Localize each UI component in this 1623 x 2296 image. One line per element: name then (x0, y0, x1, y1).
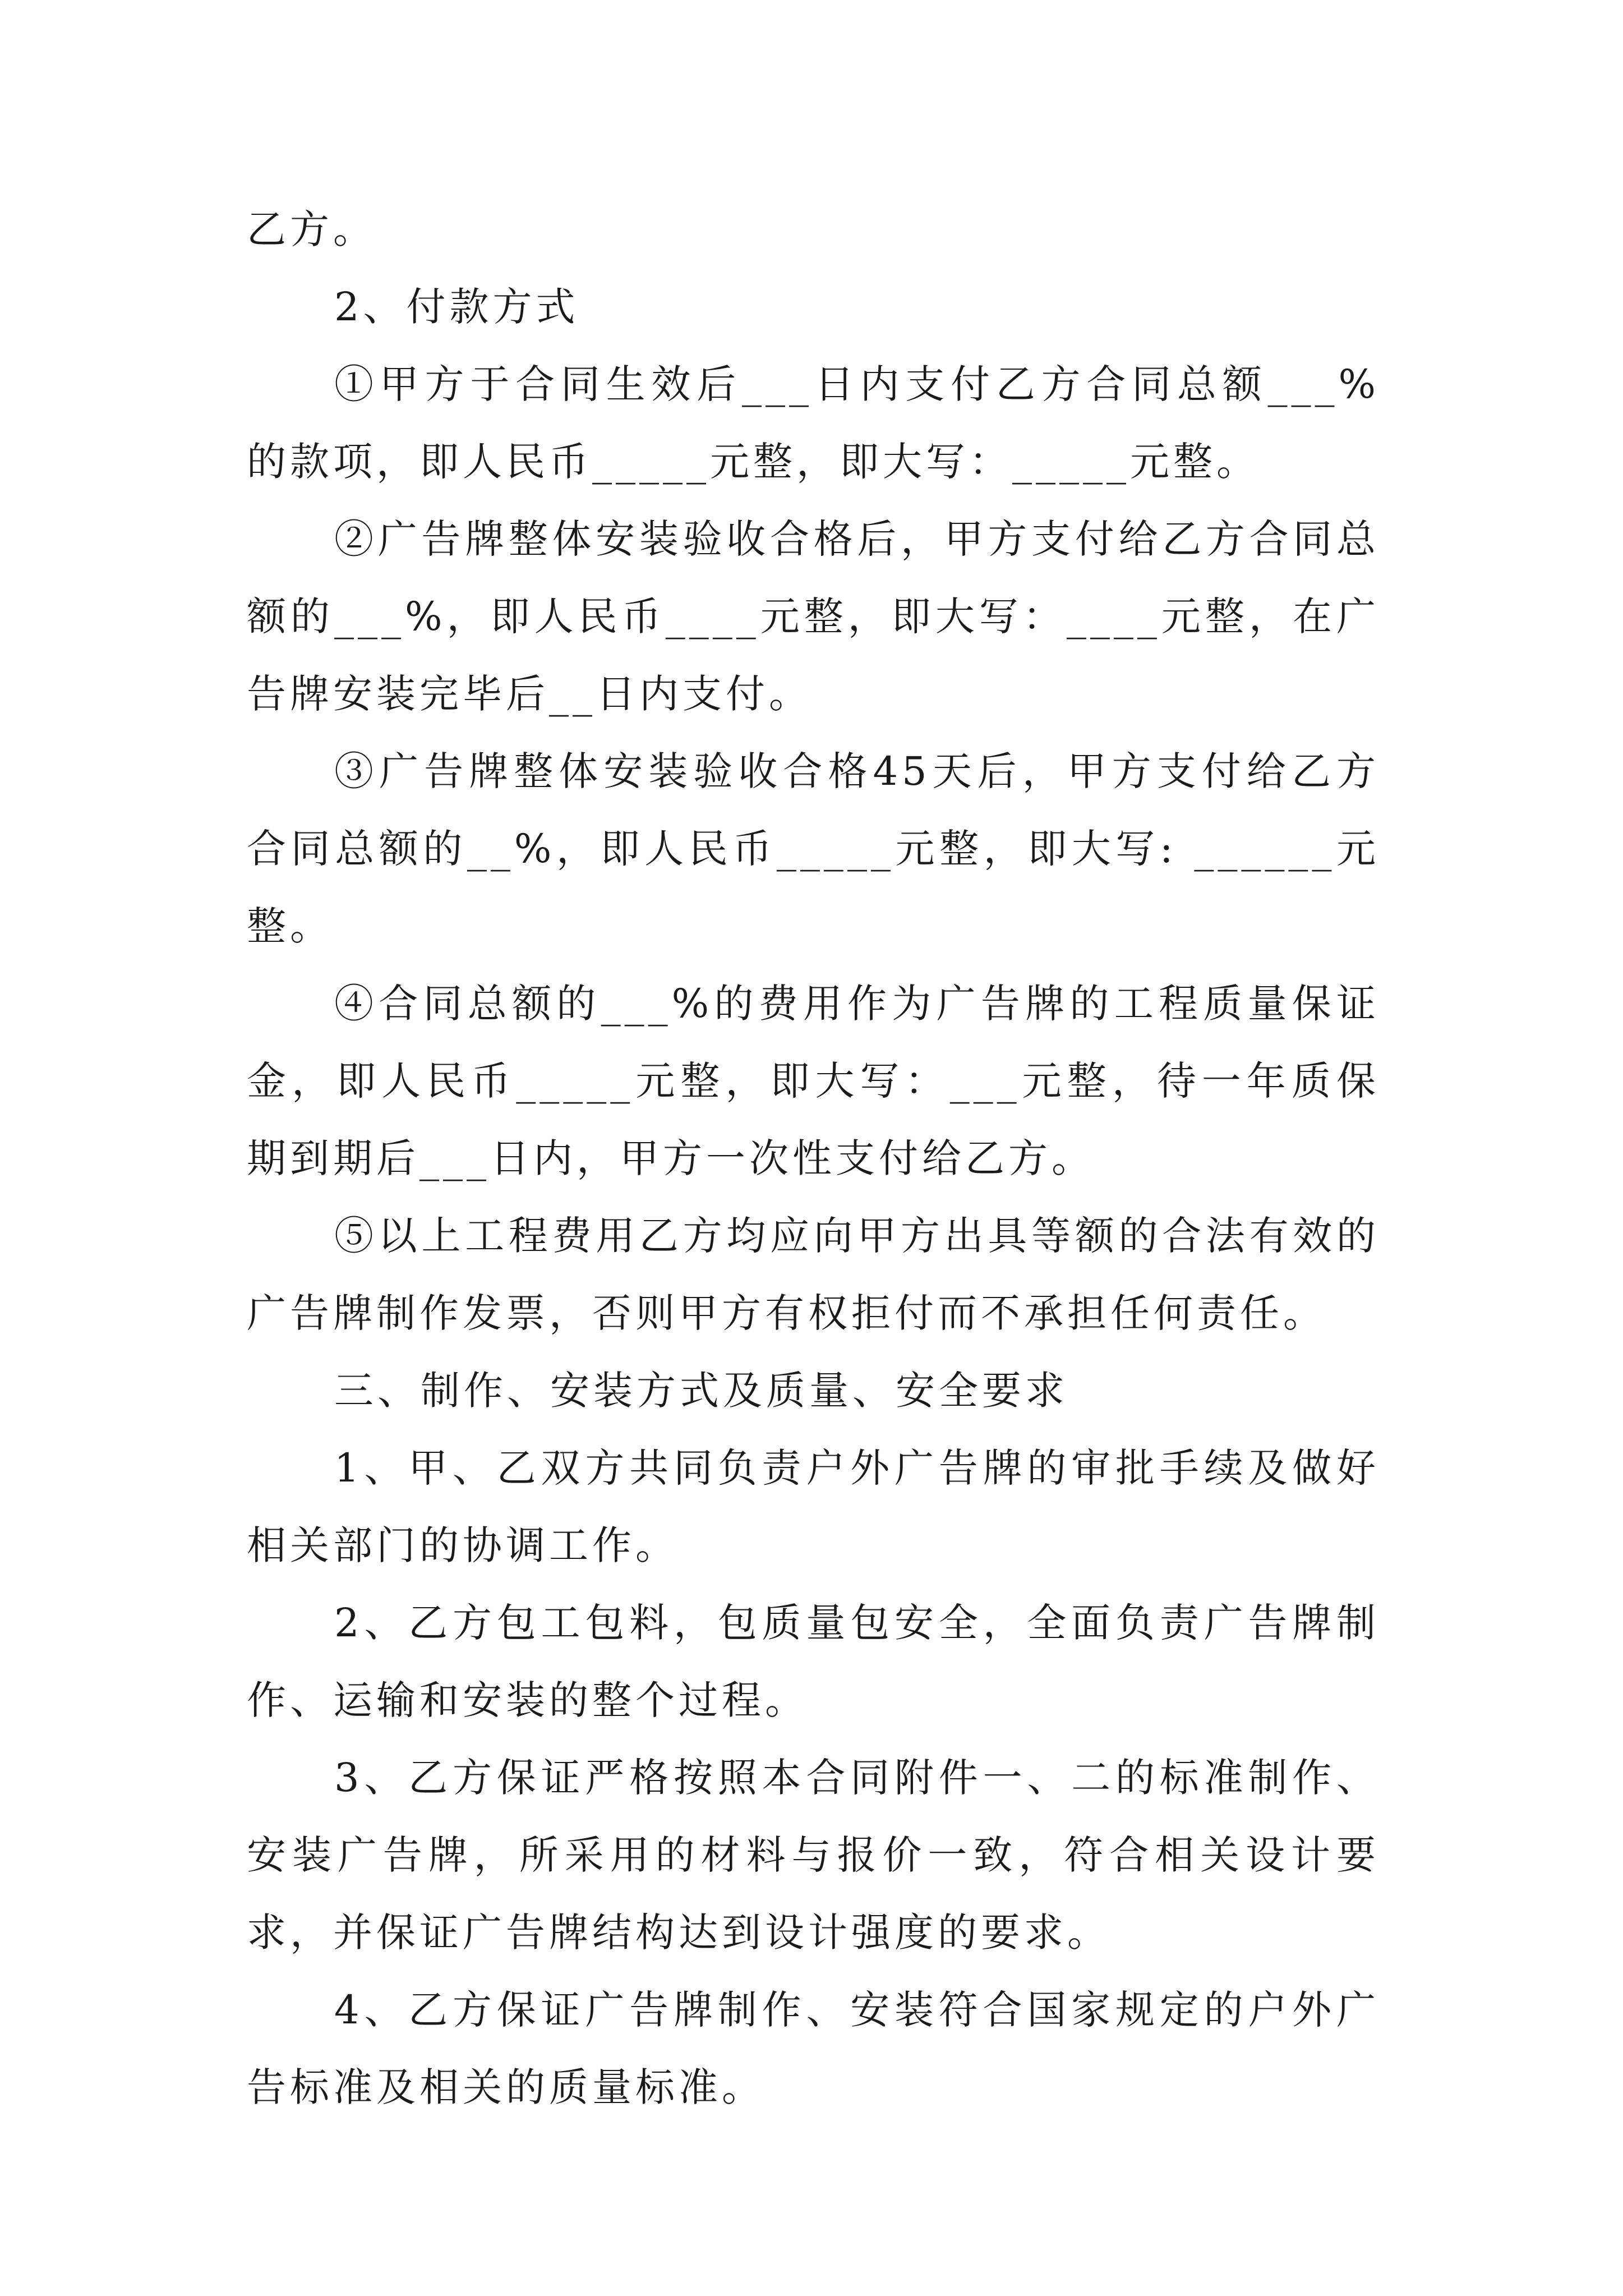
payment-clause-1: ①甲方于合同生效后___日内支付乙方合同总额___%的款项，即人民币_____元整，即大写：_____元整。 (247, 361, 1380, 485)
payment-clause-3: ③广告牌整体安装验收合格45天后，甲方支付给乙方合同总额的__%，即人民币_____元整，即大写: ______元整。 (247, 748, 1380, 949)
payment-clause-2: ②广告牌整体安装验收合格后，甲方支付给乙方合同总额的___%，即人民币____元整，即大写：____元整，在广告牌安装完毕后__日内支付。 (247, 516, 1380, 717)
document-body (247, 191, 1380, 2126)
requirement-clause-2: 2、乙方包工包料，包质量包安全，全面负责广告牌制作、运输和安装的整个过程。 (247, 1600, 1380, 1723)
payment-clause-5: ⑤以上工程费用乙方均应向甲方出具等额的合法有效的广告牌制作发票，否则甲方有权拒付而不承担任何责任。 (247, 1213, 1380, 1336)
section-heading-payment-method: 2、付款方式 (334, 284, 579, 330)
section-heading-production-requirements: 三、制作、安装方式及质量、安全要求 (334, 1368, 1068, 1414)
requirement-clause-1: 1、甲、乙双方共同负责户外广告牌的审批手续及做好相关部门的协调工作。 (247, 1445, 1380, 1568)
paragraph-continuation: 乙方。 (247, 206, 376, 252)
requirement-clause-4: 4、乙方保证广告牌制作、安装符合国家规定的户外广告标准及相关的质量标准。 (247, 1987, 1380, 2110)
payment-clause-4: ④合同总额的___%的费用作为广告牌的工程质量保证金，即人民币_____元整，即大写：___元整，待一年质保期到期后___日内，甲方一次性支付给乙方。 (247, 981, 1380, 1181)
requirement-clause-3: 3、乙方保证严格按照本合同附件一、二的标准制作、安装广告牌，所采用的材料与报价一致，符合相关设计要求，并保证广告牌结构达到设计强度的要求。 (247, 1755, 1380, 1955)
